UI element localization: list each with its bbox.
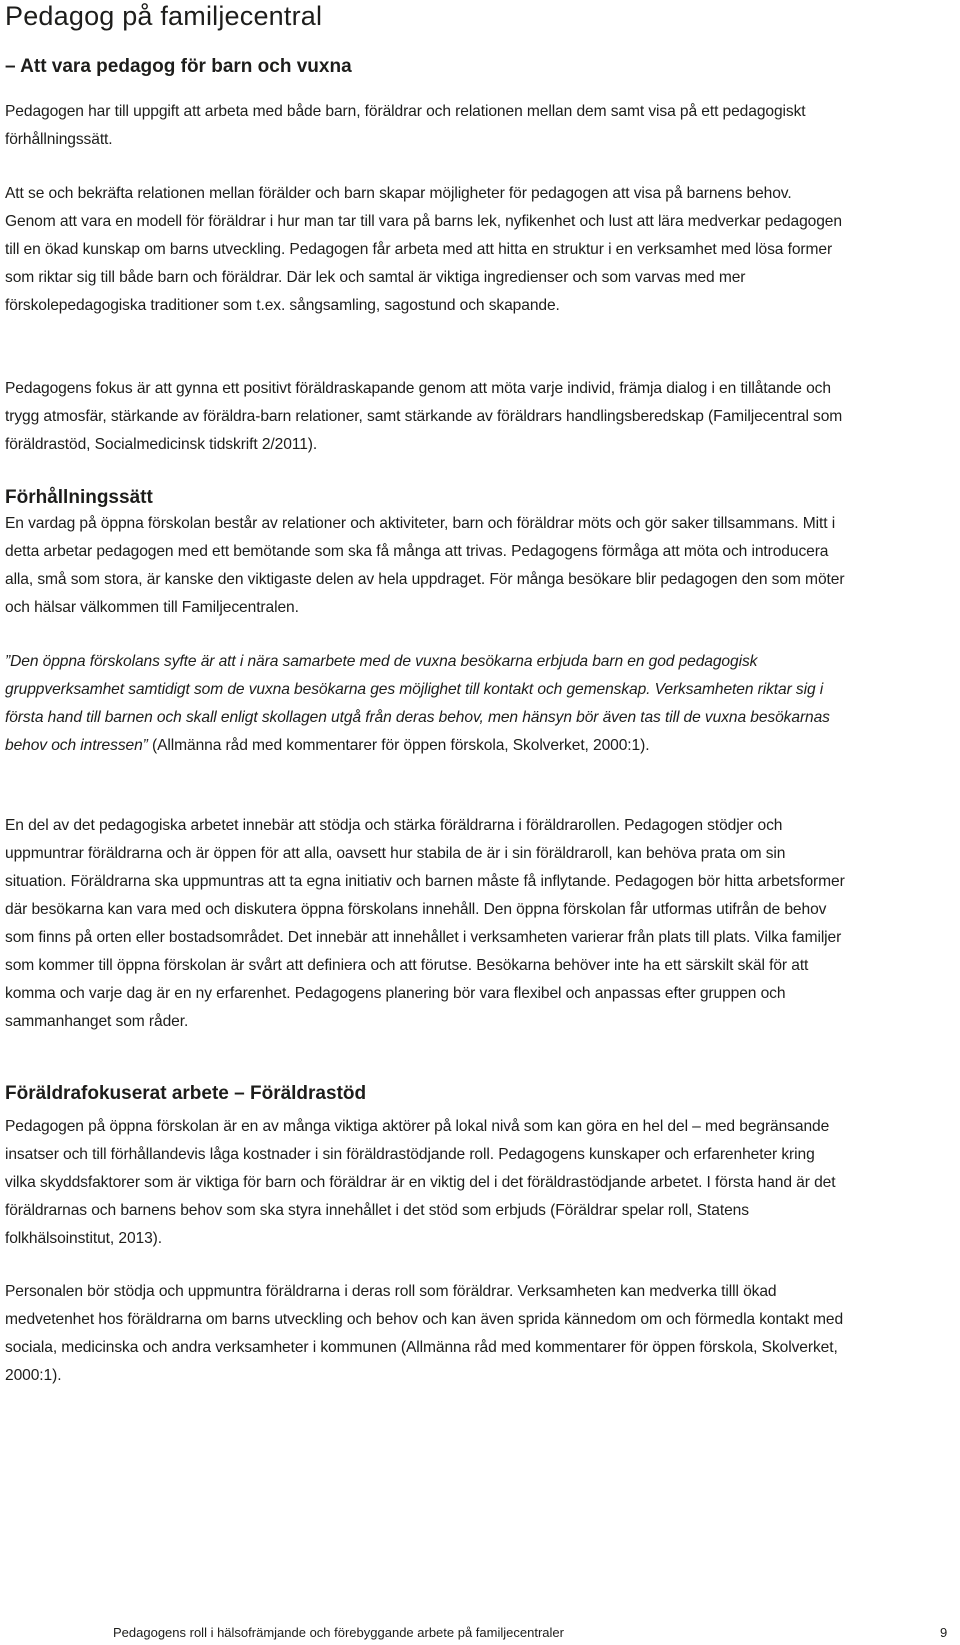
intro-paragraph-2: Att se och bekräfta relationen mellan förälder och barn skapar möjligheter för pedagogen att visa på barnens behov. Genom att vara en modell för föräldrar i hur man tar till vara på barns lek, nyfikenhet och lust att lära medverkar pedagogen till en ökad kunskap om barns utveckling. Pedagogen får arbeta med att hitta en struktur i en verksamhet med lösa former som riktar sig till både barn och föräldrar. Där lek och samtal är viktiga ingredienser och som varvas med mer förskolepedagogiska traditioner som t.ex. sångsamling, sagostund och skapande. [5,185,842,314]
section1-paragraph-2: En del av det pedagogiska arbetet innebär att stödja och stärka föräldrarna i föräldrarollen. Pedagogen stödjer och uppmuntrar föräldrarna och är öppen för att alla, oavsett hur stabila de är i sin föräldraroll, kan behöva prata om sin situation. Föräldrarna ska uppmuntras att ta egna initiativ och barnen måste få inflytande. Pedagogen bör hitta arbetsformer där besökarna kan vara med och diskutera öppna förskolans innehåll. Den öppna förskolan får utformas utifrån de behov som finns på orten eller bostadsområdet. Det innebär att innehållet i verksamheten varierar från plats till plats. Vilka familjer som kommer till öppna förskolan är svårt att definiera och att förutse. Besökarna behöver inte ha ett särskilt skäl för att komma och varje dag är en ny erfarenhet. Pedagogens planering bör vara flexibel och anpassas efter gruppen och sammanhanget som råder. [5,817,845,1030]
section2-paragraph-2: Personalen bör stödja och uppmuntra föräldrarna i deras roll som föräldrar. Verksamheten kan medverka tilll ökad medvetenhet hos föräldrarna om barns utveckling och behov och kan även sprida kännedom om och förmedla kontakt med sociala, medicinska och andra verksamheter i kommunen (Allmänna råd med kommentarer för öppen förskola, Skolverket, 2000:1). [5,1283,844,1384]
section1-quote [5,648,845,760]
section2-paragraph-1: Pedagogen på öppna förskolan är en av många viktiga aktörer på lokal nivå som kan göra en hel del – med begränsande insatser och till förhållandevis låga kostnader i sin föräldrastödjande roll. Pedagogens kunskaper och erfarenheter kring vilka skyddsfaktorer som är viktiga för barn och föräldrar är en viktig del i det föräldrastödjande arbetet. I första hand är det föräldrarnas och barnens behov som ska styra innehållet i det stöd som erbjuds (Föräldrar spelar roll, Statens folkhälsoinstitut, 2013). [5,1118,836,1247]
quote-text: ”Den öppna förskolans syfte är att i nära samarbete med de vuxna besökarna erbjuda barn en god pedagogisk gruppverksamhet samtidigt som de vuxna besökarna ges möjlighet till kontakt och gemenskap. Verksamheten riktar sig i första hand till barnen och skall enligt skollagen utgå från deras behov, men hänsyn bör även tas till de vuxna besökarnas behov och intressen” [5,653,830,754]
intro-paragraph-1: Pedagogen har till uppgift att arbeta med både barn, föräldrar och relationen mellan dem samt visa på ett pedagogiskt förhållningssätt. [5,103,806,148]
quote-source: (Allmänna råd med kommentarer för öppen förskola, Skolverket, 2000:1). [147,737,650,754]
page-title: Pedagog på familjecentral [5,1,323,31]
page-number: 9 [940,1625,948,1640]
intro-paragraph-3: Pedagogens fokus är att gynna ett positivt föräldraskapande genom att möta varje individ, främja dialog i en tillåtande och trygg atmosfär, stärkande av föräldra-barn relationer, samt stärkande av föräldrars handlingsberedskap (Familjecentral som föräldrastöd, Socialmedicinsk tidskrift 2/2011). [5,380,843,453]
section-heading-forhallningssatt: Förhållningssätt [5,487,153,508]
section-heading-foraldrastod: Föräldrafokuserat arbete – Föräldrastöd [5,1083,367,1104]
footer-running-title: Pedagogens roll i hälsofrämjande och förebyggande arbete på familjecentraler [113,1625,564,1640]
page-subtitle: – Att vara pedagog för barn och vuxna [5,56,352,77]
section1-paragraph-1: En vardag på öppna förskolan består av relationer och aktiviteter, barn och föräldrar möts och gör saker tillsammans. Mitt i detta arbetar pedagogen med ett bemötande som ska få många att trivas. Pedagogens förmåga att möta och introducera alla, små som stora, är kanske den viktigaste delen av hela uppdraget. För många besökare blir pedagogen den som möter och hälsar välkommen till Familjecentralen. [5,515,845,616]
